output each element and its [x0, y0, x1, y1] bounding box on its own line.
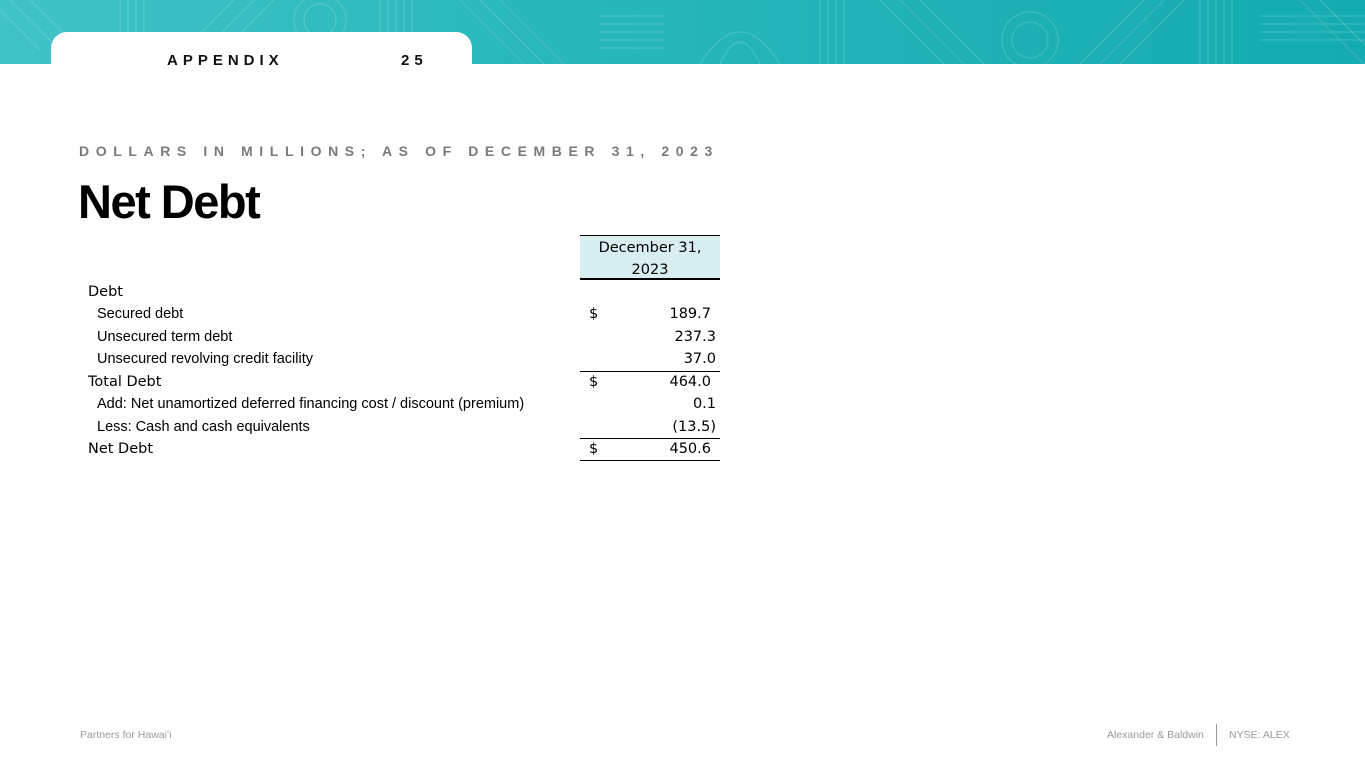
table-row-financing-cost [80, 394, 720, 416]
footer-divider [1216, 724, 1217, 746]
footer-ticker: NYSE: ALEX [1229, 729, 1290, 741]
row-value: 0.1 [692, 396, 716, 412]
row-label: Unsecured term debt [97, 329, 233, 345]
row-value: 450.6 [669, 441, 711, 457]
footer-company: Alexander & Baldwin [1107, 729, 1204, 741]
column-header [580, 235, 720, 280]
row-label: Net Debt [88, 441, 154, 457]
row-label: Less: Cash and cash equivalents [97, 419, 310, 435]
table-row-total-debt [80, 372, 720, 394]
row-value: 189.7 [669, 306, 711, 322]
page-title: Net Debt [78, 175, 260, 228]
row-label: Secured debt [97, 306, 184, 322]
units-subtitle: DOLLARS IN MILLIONS; AS OF DECEMBER 31, 2023 [79, 143, 719, 159]
column-header-line-2: 2023 [631, 262, 669, 278]
total-bottom-rule [580, 460, 720, 461]
table-row-unsecured-term-debt [80, 327, 720, 349]
table-row-net-debt [80, 439, 720, 461]
table-row-debt [80, 282, 720, 304]
row-value: 464.0 [669, 374, 711, 390]
row-label: Debt [88, 284, 123, 300]
dollar-sign: $ [589, 441, 599, 457]
dollar-sign: $ [589, 374, 599, 390]
page-number: 25 [401, 52, 428, 69]
row-label: Add: Net unamortized deferred financing cost / discount (premium) [97, 396, 525, 412]
section-label: APPENDIX [167, 52, 284, 69]
row-value: 37.0 [683, 351, 716, 367]
row-label: Total Debt [88, 374, 162, 390]
table-row-revolving-credit [80, 349, 720, 371]
table-row-secured-debt [80, 304, 720, 326]
table-row-cash [80, 417, 720, 439]
footer-tagline: Partners for Hawaiʻi [80, 729, 172, 741]
row-value: (13.5) [672, 419, 716, 435]
dollar-sign: $ [589, 306, 599, 322]
row-label: Unsecured revolving credit facility [97, 351, 313, 367]
column-header-line-1: December 31, [598, 240, 702, 256]
row-value: 237.3 [674, 329, 716, 345]
